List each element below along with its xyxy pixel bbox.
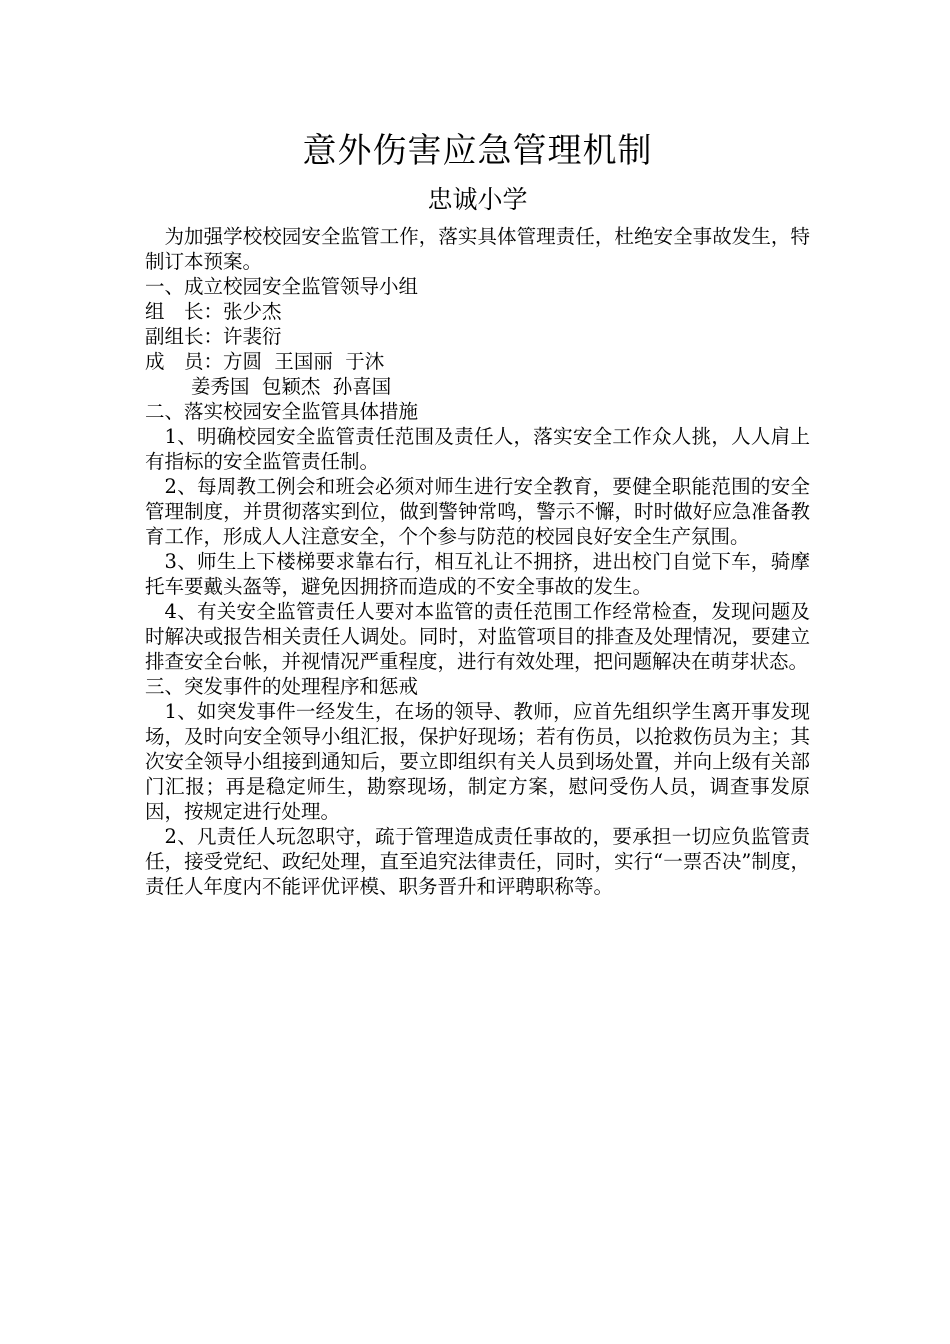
section2-item-4: 4、有关安全监管责任人要对本监管的责任范围工作经常检查，发现问题及时解决或报告相关责任人调处。同时，对监管项目的排查及处理情况，要建立排查安全台帐，并视情况严重程度，进行有效处理，把问题解决在萌芽状态。 (145, 600, 810, 673)
document-body (145, 224, 810, 899)
section3-item-2: 2、凡责任人玩忽职守，疏于管理造成责任事故的，要承担一切应负监管责任，接受党纪、政纪处理，直至追究法律责任，同时，实行“一票否决”制度，责任人年度内不能评优评模、职务晋升和评聘职称等。 (145, 825, 810, 898)
document-subtitle: 忠诚小学 (427, 185, 528, 214)
document-title: 意外伤害应急管理机制 (302, 131, 653, 171)
members-line-1: 成 员：方圆 王国丽 于沐 (145, 350, 385, 373)
section-heading-1: 一、成立校园安全监管领导小组 (145, 275, 419, 298)
section2-item-1: 1、明确校园安全监管责任范围及责任人，落实安全工作众人挑，人人肩上有指标的安全监管责任制。 (145, 425, 810, 473)
members-line-2: 姜秀国 包颖杰 孙喜国 (191, 375, 392, 398)
section2-item-3: 3、师生上下楼梯要求靠右行，相互礼让不拥挤，进出校门自觉下车，骑摩托车要戴头盔等，避免因拥挤而造成的不安全事故的发生。 (145, 550, 810, 598)
deputy-line: 副组长：许裴衍 (145, 325, 282, 348)
leader-line: 组 长：张少杰 (145, 300, 282, 323)
section-heading-2: 二、落实校园安全监管具体措施 (145, 400, 419, 423)
intro-paragraph: 为加强学校校园安全监管工作，落实具体管理责任，杜绝安全事故发生，特制订本预案。 (145, 225, 810, 273)
section3-item-1: 1、如突发事件一经发生，在场的领导、教师，应首先组织学生离开事发现场，及时向安全领导小组汇报，保护好现场；若有伤员，以抢救伤员为主；其次安全领导小组接到通知后，要立即组织有关人员到场处置，并向上级有关部门汇报；再是稳定师生，勘察现场，制定方案，慰问受伤人员，调查事发原因，按规定进行处理。 (145, 700, 810, 823)
section-heading-3: 三、突发事件的处理程序和惩戒 (145, 675, 419, 698)
section2-item-2: 2、每周教工例会和班会必须对师生进行安全教育，要健全职能范围的安全管理制度，并贯彻落实到位，做到警钟常鸣，警示不懈，时时做好应急准备教育工作，形成人人注意安全，个个参与防范的校园良好安全生产氛围。 (145, 475, 810, 548)
document-page (145, 128, 810, 899)
